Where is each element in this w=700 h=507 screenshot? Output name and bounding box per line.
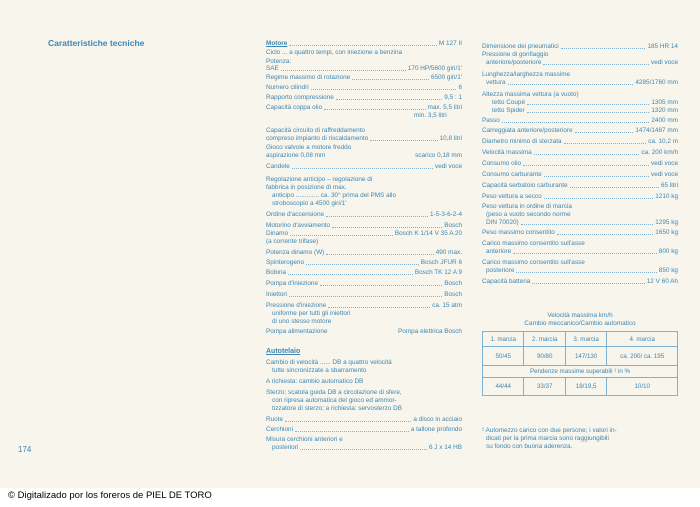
spec-value: 6500 giri/1' <box>430 74 462 81</box>
section-motore-title: Motore <box>266 40 288 47</box>
grade-title-row <box>483 366 678 378</box>
gear-header: 3. marcia <box>565 332 606 347</box>
spec-label: Iniettori <box>266 291 287 298</box>
spec-cambio-line2: tutte sincronizzate a sbarramento <box>272 367 367 374</box>
spec-value: 1474/1487 mm <box>635 127 678 134</box>
spec-sterzo-line2: con ripresa automatica del gioco ed ammor- <box>272 397 397 404</box>
spec-misura-line1: Misura cerchioni anteriori e <box>266 436 343 443</box>
spec-value: 1305 mm <box>651 99 678 106</box>
spec-ruote <box>266 416 462 424</box>
spec-carico-ant <box>486 248 678 256</box>
spec-label: Regime massimo di rotazione <box>266 74 351 81</box>
spec-label: Diametro minimo di sterzata <box>482 138 562 145</box>
speed-cell: 147/130 <box>565 347 606 366</box>
spec-candele <box>266 163 462 171</box>
spec-label: Pressione d'iniezione <box>266 302 327 309</box>
spec-value: 2400 mm <box>651 117 678 124</box>
spec-label: aspirazione 0,08 mm <box>266 152 326 159</box>
spec-label: Capacità serbatoio carburante <box>482 182 568 189</box>
spec-gonfiaggio-line1: Pressione di gonfiaggio <box>482 51 549 58</box>
spec-iniettori <box>266 291 462 299</box>
spec-cerchioni <box>266 426 462 434</box>
spec-cambio-line1: Cambio di velocità ...... DB a quattro velocità <box>266 359 392 366</box>
spec-value: 800 kg <box>658 248 678 255</box>
spec-label: Spinterogeno <box>266 259 305 266</box>
spec-gioco <box>266 152 462 160</box>
spec-label: Motorino d'avviamento <box>266 222 331 229</box>
speed-cell: 50/45 <box>483 347 524 366</box>
spec-label: tetto Coupé <box>492 99 526 106</box>
spec-value: 850 kg <box>658 267 678 274</box>
spec-carico-post <box>486 267 678 275</box>
spec-sae <box>266 65 462 73</box>
spec-value: ca. 200 km/h <box>641 149 678 156</box>
spec-peso-ord-line2: (peso a vuoto secondo norme <box>486 211 571 218</box>
spec-reg-line1: Regolazione anticipo – regolazione di <box>266 176 373 183</box>
spec-label: Peso massimo consentito <box>482 229 555 236</box>
footnote-line2: dicati per la prima marcia sono raggiungibili <box>486 435 609 442</box>
gear-header: 4. marcia <box>607 332 678 347</box>
spec-dinamo <box>266 230 462 238</box>
gear-header: 1. marcia <box>483 332 524 347</box>
spec-value: 490 max. <box>435 249 462 256</box>
spec-label: SAE <box>266 65 279 72</box>
spec-value: a tallone profondo <box>410 426 462 433</box>
spec-motore <box>266 40 462 48</box>
spec-coupe <box>492 99 678 107</box>
spec-label: DIN 70020) <box>486 219 519 226</box>
spec-label: anteriore/posteriore <box>486 59 542 66</box>
spec-label: anteriore <box>486 248 512 255</box>
spec-value: Bosch <box>444 222 462 229</box>
spec-misura <box>272 444 462 452</box>
spec-gonfiaggio <box>486 59 678 67</box>
spec-value: vedi voce <box>651 171 678 178</box>
spec-label: Ruote <box>266 416 284 423</box>
spec-coppa-min: min. 3,5 litri <box>414 112 447 119</box>
spec-value: Bosch <box>444 291 462 298</box>
spec-label: Ordine d'accensione <box>266 211 325 218</box>
spec-value: vedi voce <box>651 160 678 167</box>
spec-cilindri <box>266 84 462 92</box>
spec-reg-line2: fabbrica in posizione di max. <box>266 184 347 191</box>
spec-value: 1650 kg <box>655 229 678 236</box>
spec-label: Dinamo <box>266 230 289 237</box>
spec-value: Pompa elettrica Bosch <box>398 328 462 335</box>
speed-row <box>483 347 678 366</box>
spec-potenza: Potenza: <box>266 58 292 65</box>
spec-carico-post-line1: Carico massimo consentito sull'asse <box>482 259 585 266</box>
footnote-line3: su fondo con buona aderenza. <box>486 443 573 450</box>
spec-value: 4285/1760 mm <box>635 79 678 86</box>
spec-diametro <box>482 138 678 146</box>
spec-sterzo-line3: tizzatore di sterzo; a richiesta: servosterzo DB <box>272 405 402 412</box>
spec-value: 9,5 : 1 <box>444 94 462 101</box>
spec-value: 170 HP/5600 giri/1' <box>407 65 462 72</box>
spec-label: Numero cilindri <box>266 84 309 91</box>
spec-altezza-line1: Altezza massima vettura (a vuoto) <box>482 91 579 98</box>
speed-cell: ca. 200/ ca. 195 <box>607 347 678 366</box>
spec-peso-ordine <box>486 219 678 227</box>
spec-gioco-line1: Gioco valvole a motore freddo <box>266 144 352 151</box>
spec-value: 10,8 litri <box>439 135 462 142</box>
spec-value: 6 <box>458 84 462 91</box>
spec-label: compreso impianto di riscaldamento <box>266 135 369 142</box>
gear-row <box>483 332 678 347</box>
spec-value: 12 V 60 Ah <box>646 278 678 285</box>
spec-rapporto <box>266 94 462 102</box>
spec-serbatoio <box>482 182 678 190</box>
grade-title: Pendenze massime superabili ¹ in % <box>483 366 678 378</box>
spec-label: Velocità massima <box>482 149 532 156</box>
spec-label: Consumo olio <box>482 160 522 167</box>
spec-label: posteriore <box>486 267 515 274</box>
spec-richiesta: A richiesta: cambio automatico DB <box>266 378 364 385</box>
section-autotelaio-title: Autotelaio <box>266 348 301 355</box>
spec-label: posteriori <box>272 444 299 451</box>
grade-cell: 44/44 <box>483 378 524 396</box>
spec-label: Peso vettura a secco <box>482 193 542 200</box>
spec-passo <box>482 117 678 125</box>
speed-table <box>482 331 678 396</box>
spec-ordine <box>266 211 462 219</box>
spec-spinterogeno <box>266 259 462 267</box>
spec-raff <box>266 135 462 143</box>
spec-sterzo-line1: Sterzo: scatola guida DB a circolazione di sfere, <box>266 389 402 396</box>
spec-value: vedi voce <box>435 163 462 170</box>
spec-bobina <box>266 269 462 277</box>
spec-value: Bosch K 1/14 V 35 A 20 <box>394 230 462 237</box>
page-heading: Caratteristiche tecniche <box>48 38 145 48</box>
spec-reg-line4: stroboscopio a 4500 giri/1' <box>272 200 347 207</box>
spec-value: ca. 15 atm <box>432 302 462 309</box>
spec-pompa-iniezione <box>266 280 462 288</box>
spec-value: 185 HR 14 <box>647 43 678 50</box>
spec-batteria <box>482 278 678 286</box>
spec-pneumatici <box>482 43 678 51</box>
spec-value: max. 5,5 litri <box>427 104 462 111</box>
spec-label: Bobina <box>266 269 286 276</box>
spec-value: Bosch JFUR 6 <box>420 259 462 266</box>
page-number: 174 <box>18 445 32 454</box>
gear-header: 2. marcia <box>524 332 565 347</box>
spec-label: Cerchioni <box>266 426 293 433</box>
spec-label: Carreggiata anteriore/posteriore <box>482 127 573 134</box>
table-title-2: Cambio meccanico/Cambio automatico <box>524 320 636 327</box>
spec-label: Capacità batteria <box>482 278 531 285</box>
spec-label: Potenza dinamo (W) <box>266 249 325 256</box>
spec-carreggiata <box>482 127 678 135</box>
spec-value: vedi voce <box>651 59 678 66</box>
spec-lunghezza-line1: Lunghezza/larghezza massime <box>482 71 571 78</box>
spec-peso-max <box>482 229 678 237</box>
spec-value: ca. 10,2 m <box>648 138 678 145</box>
spec-value: Bosch TK 12 A 9 <box>414 269 462 276</box>
spec-label: Pompa d'iniezione <box>266 280 319 287</box>
spec-value: 1-5-3-6-2-4 <box>430 211 462 218</box>
table-title-1: Velocità massima km/h <box>547 312 613 319</box>
spec-pressione <box>266 302 462 310</box>
spec-reg-line3: anticipo ............. ca. 30° prima del PMS allo <box>272 192 397 199</box>
spec-value: Bosch <box>444 280 462 287</box>
spec-motorino <box>266 222 462 230</box>
spec-value: M 127 II <box>438 40 462 47</box>
spec-consumo-olio <box>482 160 678 168</box>
spec-pompa-alim <box>266 328 462 336</box>
spec-dinamo-note: (a corrente trifase) <box>266 238 319 245</box>
spec-value: 1295 kg <box>655 219 678 226</box>
digitization-credit: © Digitalizado por los foreros de PIEL DE TORO <box>8 490 212 501</box>
spec-ciclo: Ciclo ... a quattro tempi, con iniezione a benzina <box>266 49 403 56</box>
spec-lunghezza <box>486 79 678 87</box>
spec-potdin <box>266 249 462 257</box>
grade-cell: 18/19,5 <box>565 378 606 396</box>
spec-pressione-line3: di uno stesso motore <box>272 318 332 325</box>
spec-value: 65 litri <box>660 182 678 189</box>
spec-label: Candele <box>266 163 290 170</box>
spec-label: Passo <box>482 117 500 124</box>
speed-cell: 90/80 <box>524 347 565 366</box>
spec-value: scarico 0,18 mm <box>415 152 462 159</box>
footnote-line1: ¹ Automezzo carico con due persone; i valori in- <box>482 427 617 434</box>
spec-label: vettura <box>486 79 506 86</box>
spec-raff-line1: Capacità circuito di raffreddamento <box>266 127 365 134</box>
spec-label: Pompa alimentazione <box>266 328 328 335</box>
spec-peso-secco <box>482 193 678 201</box>
spec-consumo-carburante <box>482 171 678 179</box>
spec-value: a disco in acciaio <box>413 416 462 423</box>
spec-coppa <box>266 104 462 112</box>
spec-carico-ant-line1: Carico massimo consentito sull'asse <box>482 240 585 247</box>
spec-value: 6 J x 14 HB <box>428 444 462 451</box>
spec-regime <box>266 74 462 82</box>
spec-value: 1210 kg <box>655 193 678 200</box>
spec-velocita <box>482 149 678 157</box>
spec-label: tetto Spider <box>492 107 525 114</box>
spec-value: 1320 mm <box>651 107 678 114</box>
spec-peso-ord-line1: Peso vettura in ordine di marcia <box>482 203 572 210</box>
spec-label: Consumo carburante <box>482 171 542 178</box>
grade-cell: 10/10 <box>607 378 678 396</box>
spec-label: Dimensione dei pneumatici <box>482 43 559 50</box>
spec-spider <box>492 107 678 115</box>
spec-label: Capacità coppa olio <box>266 104 323 111</box>
grade-row <box>483 378 678 396</box>
spec-pressione-line2: uniforme per tutti gli iniettori <box>272 310 351 317</box>
grade-cell: 33/37 <box>524 378 565 396</box>
spec-label: Rapporto compressione <box>266 94 334 101</box>
